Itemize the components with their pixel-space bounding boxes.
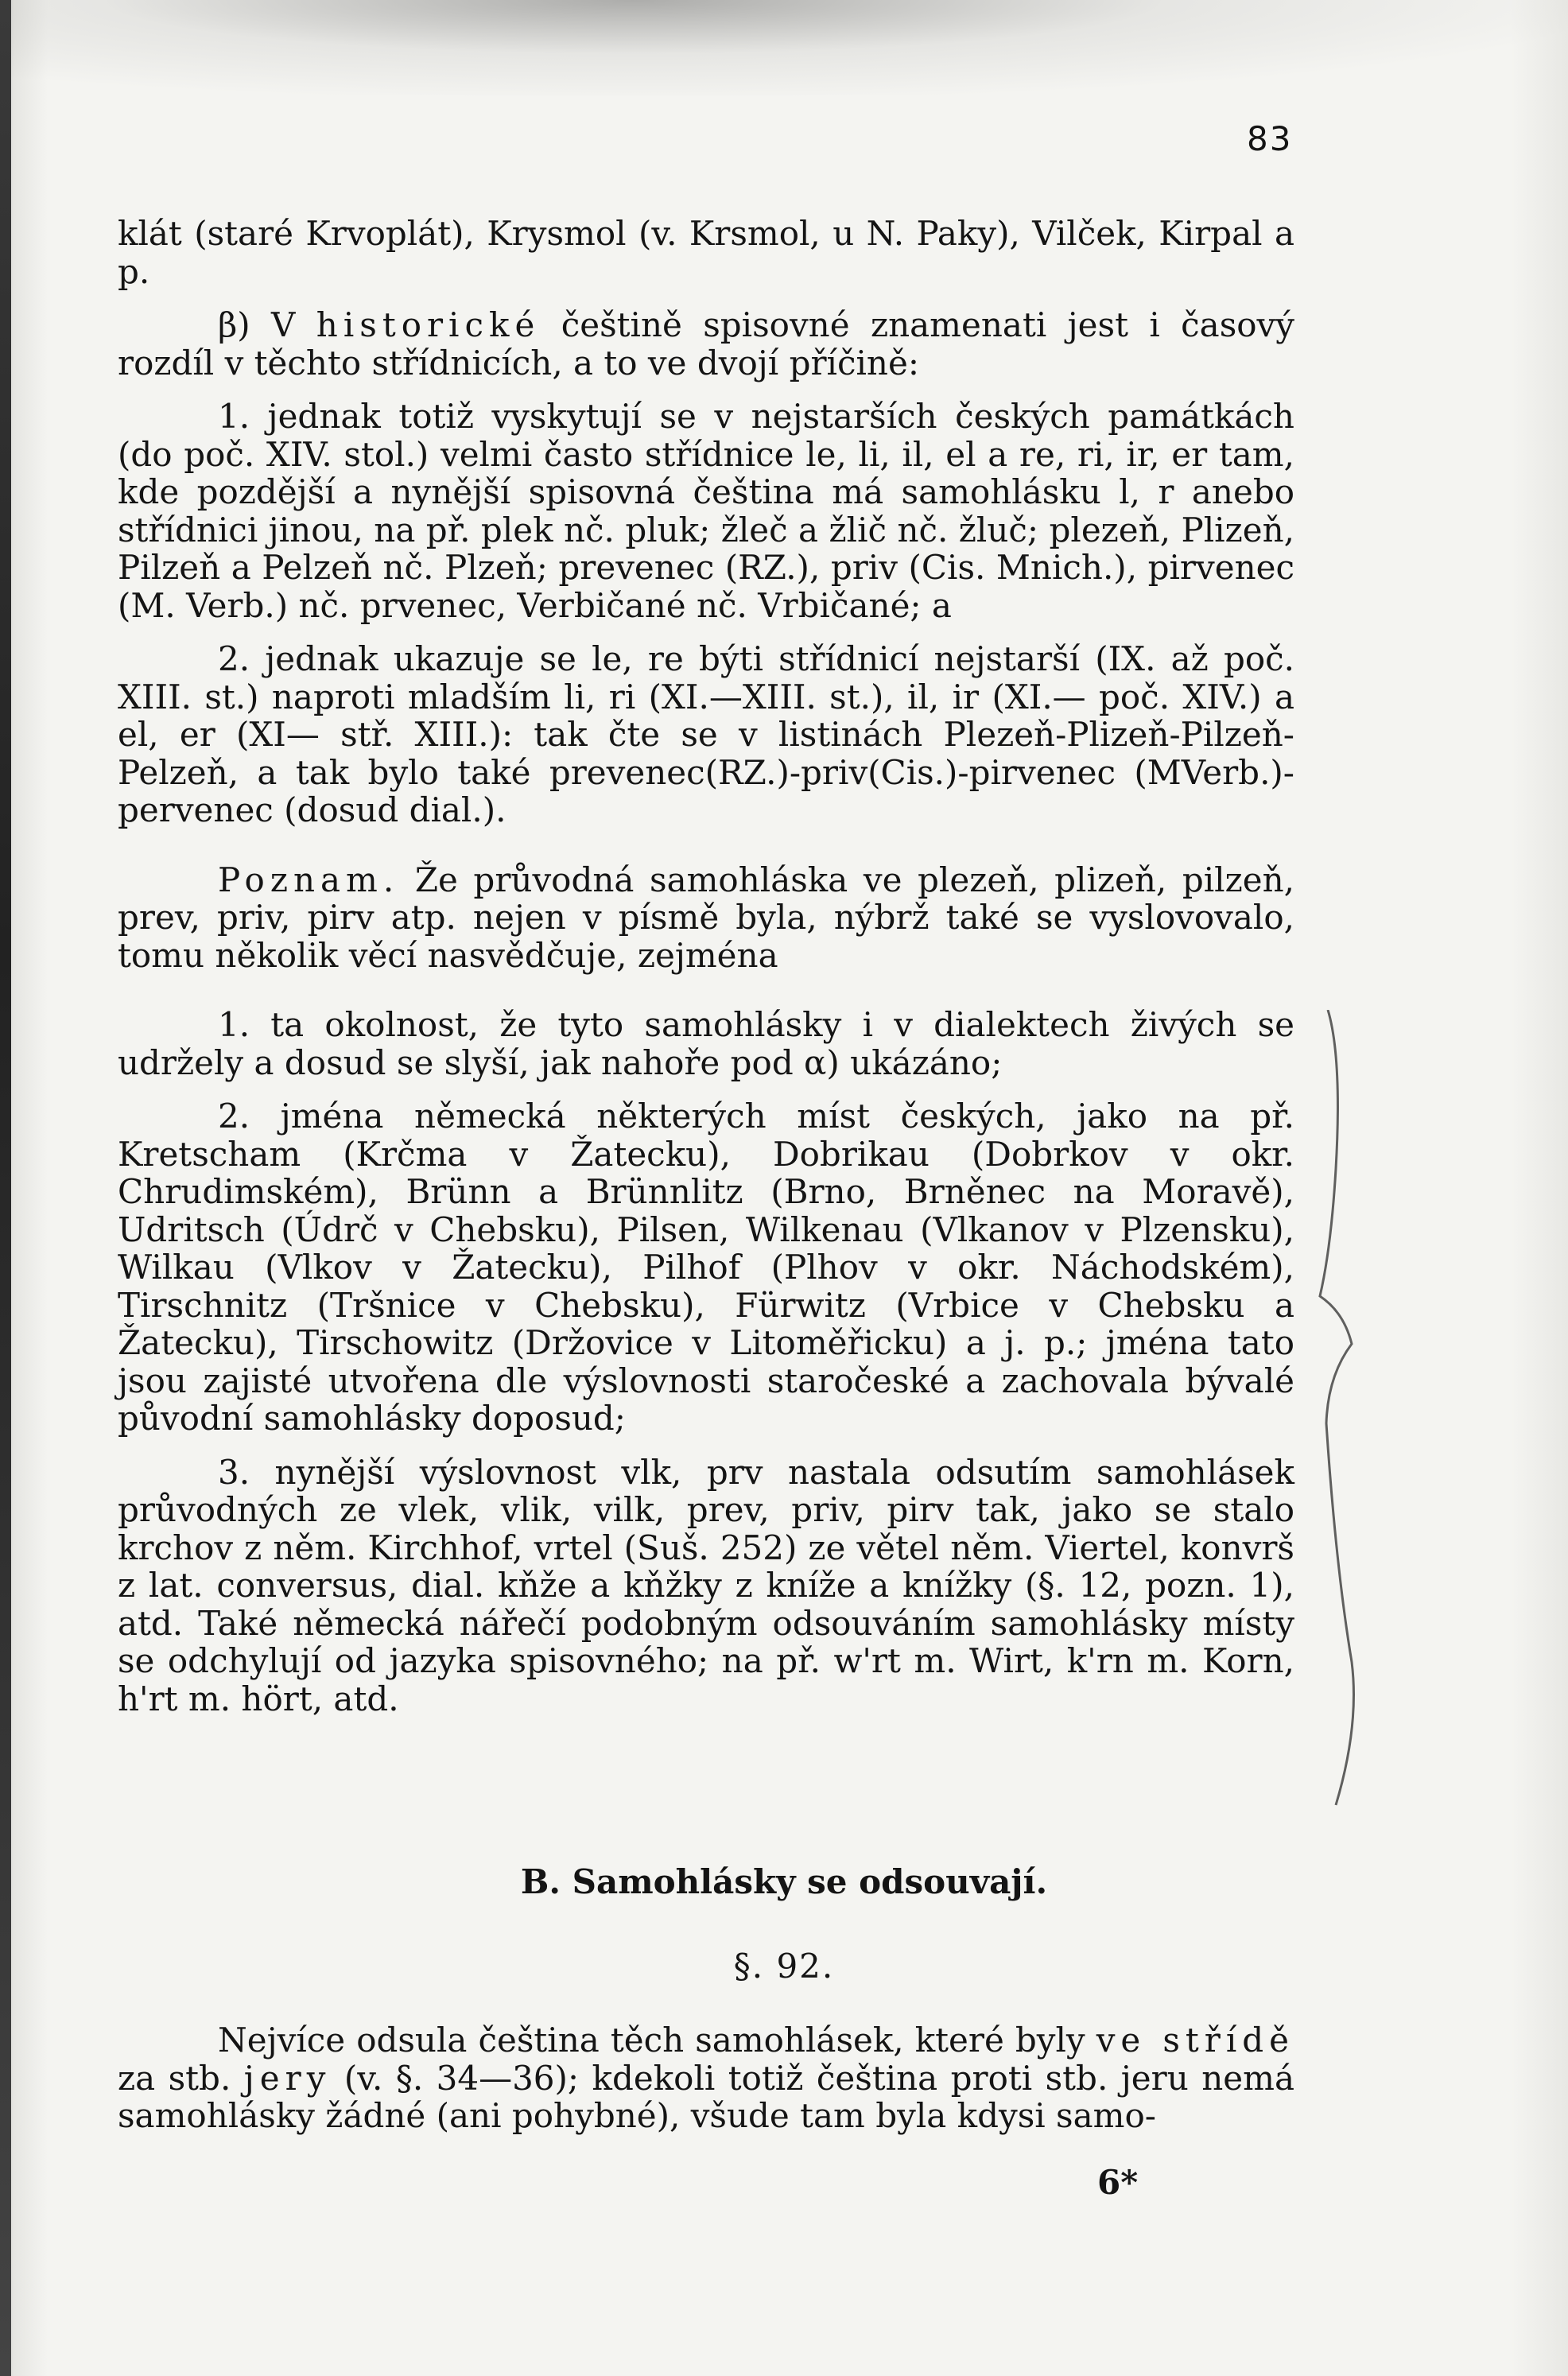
scan-smudge — [11, 0, 1568, 95]
beta-rest: češtině spisovné znamenati jest i časový rozdíl v těchto střídnicích, a to ve dvojí příčině: — [118, 305, 1294, 382]
paragraph-8: 3. nynější výslovnost vlk, prv nastala odsutím samohlásek průvodných ze vlek, vlik, vilk, prev, priv, pirv tak, jako se stalo krchov z něm. Kirchhof, vrtel (Suš. 252) ze větel něm. Viertel, konvrš z lat. conversus, dial. kňže a kňžky z kníže a knížky (§. 12, pozn. 1), atd. Také německá nářečí podobným odsouváním samohlásky místy se odchylují od jazyka spisovného; na př. w'rt m. Wirt, k'rn m. Korn, h'rt m. hört, atd. — [118, 1452, 1294, 1718]
main-text — [118, 215, 1294, 1718]
section-heading: B. Samohlásky se odsouvají. — [520, 1862, 1048, 1901]
paragraph-2 — [118, 306, 1294, 382]
poznam-label: Poznam. — [218, 860, 400, 899]
signature-mark: 6* — [1097, 2163, 1139, 2202]
poznam-rest: Že průvodná samohláska ve plezeň, plizeň, pilzeň, prev, priv, pirv atp. nejen v písmě byla, nýbrž také se vyslovovalo, tomu několik věcí nasvědčuje, zejména — [118, 860, 1294, 975]
section-paragraph-mid: za stb. — [118, 2058, 244, 2098]
page-number: 83 — [1247, 119, 1293, 158]
margin-pencil-bracket — [1304, 1010, 1399, 2083]
section-number: §. 92. — [733, 1947, 835, 1986]
section-paragraph-start: Nejvíce odsula čeština těch samohlásek, které byly — [218, 2021, 1096, 2060]
paragraph-6: 1. ta okolnost, že tyto samohlásky i v dialektech živých se udržely a dosud se slyší, jak nahoře pod α) ukázáno; — [118, 1005, 1294, 1082]
book-spine-edge — [0, 0, 11, 2376]
paragraph-3: 1. jednak totiž vyskytují se v nejstarších českých památkách (do poč. XIV. stol.) velmi často střídnice le, li, il, el a re, ri, ir, er tam, kde pozdější a nynější spisovná čeština má samohlásku l, r anebo střídnici jinou, na př. plek nč. pluk; žleč a žlič nč. žluč; plezeň, Plizeň, Pilzeň a Pelzeň nč. Plzeň; prevenec (RZ.), priv (Cis. Mnich.), pirvenec (M. Verb.) nč. prvenec, Verbičané nč. Vrbičané; a — [118, 397, 1294, 625]
section-paragraph-end: (v. §. 34—36); kdekoli totiž čeština proti stb. jeru nemá samohlásky žádné (ani pohybné), všude tam byla kdysi samo- — [118, 2058, 1294, 2135]
paragraph-5 — [118, 861, 1294, 975]
paragraph-4: 2. jednak ukazuje se le, re býti střídnicí nejstarší (IX. až poč. XIII. st.) naproti mladším li, ri (XI.—XIII. st.), il, ir (XI.— poč. XIV.) a el, er (XI— stř. XIII.): tak čte se v listinách Plezeň-Plizeň-Pilzeň-Pelzeň, a tak bylo také prevenec(RZ.)-priv(Cis.)-pirvenec (MVerb.)-pervenec (dosud dial.). — [118, 639, 1294, 829]
beta-label: β) V — [218, 305, 296, 344]
paragraph-1: klát (staré Krvoplát), Krysmol (v. Krsmol, u N. Paky), Vilček, Kirpal a p. — [118, 214, 1294, 291]
beta-spaced-word: historické — [316, 305, 541, 344]
section-spaced-2: jery — [243, 2058, 332, 2098]
section-paragraph — [118, 2021, 1294, 2135]
section-text — [118, 2021, 1294, 2135]
paragraph-7: 2. jména německá některých míst českých, jako na př. Kretscham (Krčma v Žatecku), Dobrikau (Dobrkov v okr. Chrudimském), Brünn a Brünnlitz (Brno, Brněnec na Moravě), Udritsch (Údrč v Chebsku), Pilsen, Wilkenau (Vlkanov v Plzensku), Wilkau (Vlkov v Žatecku), Pilhof (Plhov v okr. Náchodském), Tirschnitz (Tršnice v Chebsku), Fürwitz (Vrbice v Chebsku a Žatecku), Tirschowitz (Držovice v Litoměřicku) a j. p.; jména tato jsou zajisté utvořena dle výslovnosti staročeské a zachovala bývalé původní samohlásky doposud; — [118, 1097, 1294, 1438]
pencil-bracket-icon — [1304, 1010, 1399, 2083]
section-spaced-1: ve střídě — [1096, 2021, 1294, 2060]
